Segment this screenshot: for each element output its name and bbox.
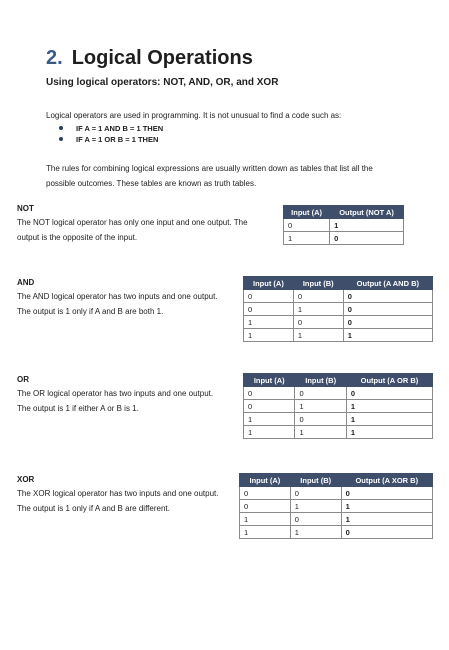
table-cell: 1 [346,400,432,413]
table-cell: 0 [343,316,432,329]
and-section [17,278,218,319]
example-list [46,123,163,145]
xor-description: The XOR logical operator has two inputs and one output. The output is 1 only if A and B are different. [17,489,219,513]
table-cell: 0 [244,400,295,413]
table-cell: 1 [330,219,404,232]
column-header: Input (B) [290,474,341,487]
table-cell: 1 [290,500,341,513]
xor-section [17,475,218,516]
table-cell: 0 [330,232,404,245]
table-row [244,329,433,342]
table-row [240,526,433,539]
table-header-row [244,374,433,387]
table-row [240,513,433,526]
column-header: Input (B) [295,374,346,387]
not-section [17,204,248,245]
and-description: The AND logical operator has two inputs and one output. The output is 1 only if A and B are both 1. [17,292,218,316]
column-header: Input (B) [293,277,343,290]
section-number: 2. [46,47,63,69]
table-row [284,219,404,232]
rules-text: The rules for combining logical expressions are usually written down as tables that list all the possible outcomes. These tables are known as truth tables. [46,164,373,188]
table-cell: 1 [295,400,346,413]
table-cell: 0 [295,413,346,426]
and-title: AND [17,278,35,287]
example-item: IF A = 1 AND B = 1 THEN [46,123,163,134]
table-cell: 0 [244,290,294,303]
and-truth-table [243,276,433,342]
table-cell: 1 [244,316,294,329]
table-cell: 1 [244,426,295,439]
table-header-row [284,206,404,219]
table-cell: 1 [346,413,432,426]
table-cell: 0 [290,513,341,526]
not-truth-table [283,205,404,245]
page-subtitle: Using logical operators: NOT, AND, OR, and XOR [46,77,279,88]
table-cell: 0 [290,487,341,500]
table-cell: 0 [240,487,291,500]
section-title: Logical Operations [71,47,253,69]
or-title: OR [17,375,29,384]
column-header: Input (A) [284,206,330,219]
table-cell: 0 [293,290,343,303]
table-cell: 0 [343,303,432,316]
or-section [17,375,213,416]
column-header: Output (A OR B) [346,374,432,387]
page-title [46,47,253,70]
example-item: IF A = 1 OR B = 1 THEN [46,134,163,145]
or-description: The OR logical operator has two inputs and one output. The output is 1 if either A or B is 1. [17,389,214,413]
column-header: Output (NOT A) [330,206,404,219]
table-cell: 1 [244,329,294,342]
table-cell: 0 [244,303,294,316]
table-cell: 0 [284,219,330,232]
not-title: NOT [17,204,34,213]
column-header: Output (A XOR B) [341,474,432,487]
table-row [244,387,433,400]
xor-truth-table [239,473,433,539]
table-cell: 0 [240,500,291,513]
table-cell: 1 [290,526,341,539]
table-row [244,303,433,316]
table-row [240,500,433,513]
table-row [244,290,433,303]
table-row [244,316,433,329]
table-cell: 0 [341,526,432,539]
table-row [244,400,433,413]
column-header: Output (A AND B) [343,277,432,290]
column-header: Input (A) [244,277,294,290]
xor-title: XOR [17,475,35,484]
table-cell: 1 [346,426,432,439]
table-cell: 0 [293,316,343,329]
table-header-row [240,474,433,487]
table-cell: 0 [295,387,346,400]
table-cell: 1 [293,303,343,316]
table-cell: 1 [240,513,291,526]
table-cell: 1 [343,329,432,342]
table-row [244,426,433,439]
intro-text: Logical operators are used in programming. It is not unusual to find a code such as: [46,111,342,120]
not-description: The NOT logical operator has only one input and one output. The output is the opposite of the input. [17,218,248,242]
table-row [284,232,404,245]
table-cell: 0 [244,387,295,400]
table-cell: 1 [341,500,432,513]
table-row [240,487,433,500]
table-cell: 1 [240,526,291,539]
table-cell: 1 [284,232,330,245]
table-cell: 1 [293,329,343,342]
table-cell: 1 [295,426,346,439]
column-header: Input (A) [240,474,291,487]
table-cell: 1 [341,513,432,526]
table-cell: 0 [343,290,432,303]
table-row [244,413,433,426]
table-cell: 0 [341,487,432,500]
table-header-row [244,277,433,290]
table-cell: 0 [346,387,432,400]
or-truth-table [243,373,433,439]
column-header: Input (A) [244,374,295,387]
table-cell: 1 [244,413,295,426]
